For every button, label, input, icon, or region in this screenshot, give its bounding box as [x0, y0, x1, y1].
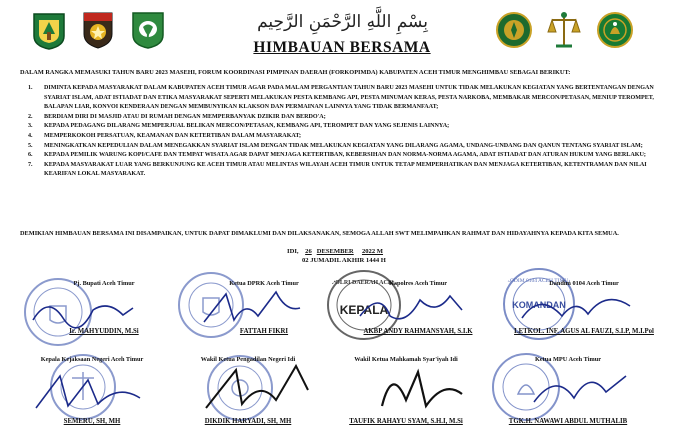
signatory-role: Dandim 0104 Aceh Timur [549, 280, 619, 287]
list-item: 6. KEPADA PEMILIK WARUNG KOPI/CAFE DAN TEMPAT WISATA AGAR DAPAT MENJAGA KETERTIBAN, KEBERSIHAN DAN NORMA-NORMA AGAMA, ADAT ISTIADAT DAN ATURAN HUKUM YANG BERLAKU; [28, 152, 646, 159]
list-item: 5. MENINGKATKAN KEPEDULIAN DALAM MENEGAKKAN SYARIAT ISLAM DENGAN TIDAK MELAKUKAN KEGIATAN YANG DILARANG AGAMA, UNDANG-UNDANG DAN QANUN TENTANG SYARIAT ISLAM; [28, 142, 643, 149]
document-title: HIMBAUAN BERSAMA [253, 39, 431, 56]
signature-scribble-dprk [196, 286, 306, 330]
signature-scribble-bupati [28, 290, 138, 330]
signature-scribble-pn [196, 360, 316, 416]
signatory-role: Pj. Bupati Aceh Timur [73, 280, 135, 287]
signatory-role: Wakil Ketua Mahkamah Syar'iyah Idi [354, 356, 458, 363]
dandim-stamp-ring: KODIM 0104 ACEH TIMUR [505, 278, 573, 284]
kapolres-stamp-label: KEPALA [339, 303, 389, 317]
signatory-name: Ir. MAHYUDDIN, M.Si [69, 328, 139, 335]
date-line-hijri: 02 JUMADIL AKHIR 1444 H [302, 257, 386, 264]
signatory-role: Kepala Kejaksaan Negeri Aceh Timur [40, 356, 144, 363]
signatory-role: Ketua DPRK Aceh Timur [229, 280, 299, 287]
signatory-name: LETKOL. INF. AGUS AL FAUZI, S.I.P, M.I.Pol [514, 328, 654, 335]
appeal-list [22, 84, 667, 180]
signature-scribble-kapolres [350, 286, 470, 330]
dandim-stamp-label: KOMANDAN [512, 300, 566, 310]
signatory-role: Kapolres Aceh Timur [388, 280, 448, 287]
signatory-name: DIKDIK HARYADI, SH, MH [204, 418, 292, 425]
signatory-name: SEMERU, SH, MH [63, 418, 121, 425]
signatory-name: AKBP ANDY RAHMANSYAH, S.I.K [363, 328, 473, 335]
intro-paragraph: DALAM RANGKA MEMASUKI TAHUN BARU 2023 MASEHI, FORUM KOORDINASI PIMPINAN DAERAH (FORKOPIMDA) KABUPATEN ACEH TIMUR MENGHIMBAU SEBAGAI BERIKUT: [20, 69, 571, 76]
signatory-role: Wakil Ketua Pengadilan Negeri Idi [200, 356, 296, 363]
signatory-role: Ketua MPU Aceh Timur [534, 356, 602, 363]
signatory-name: TAUFIK RAHAYU SYAM, S.H.I, M.Si [349, 418, 463, 425]
signatory-name: TGK.H. NAWAWI ABDUL MUTHALIB [508, 418, 628, 425]
list-item: 2. BERDIAM DIRI DI MASJID ATAU DI RUMAH DENGAN MEMPERBANYAK DZIKIR DAN BERDO'A; [28, 113, 326, 120]
list-item: 7. KEPADA MASYARAKAT LUAR YANG BERKUNJUNG KE ACEH TIMUR ATAU MELINTAS WILAYAH ACEH TIMUR UNTUK TETAP MEMPERHATIKAN DAN MENJAGA KETERTIBAN, KETENTRAMAN DAN NILAI KEARIFAN LOKAL MASYARAKAT. [28, 161, 647, 178]
kapolres-stamp-ring: POLRI DAERAH ACEH [331, 280, 397, 286]
signature-scribble-dandim [516, 286, 636, 330]
date-line-gregorian: IDI, 26 DESEMBER 2022 M [287, 248, 384, 255]
signature-scribble-ms [372, 360, 472, 416]
list-item: 4. MEMPERKOKOH PERSATUAN, KEAMANAN DAN KETERTIBAN DALAM MASYARAKAT; [28, 132, 302, 139]
signatory-name: FATTAH FIKRI [239, 328, 289, 335]
list-item: 1. DIMINTA KEPADA MASYARAKAT DALAM KABUPATEN ACEH TIMUR AGAR PADA MALAM PERGANTIAN TAHUN BARU 2023 MASEHI UNTUK TIDAK MELAKUKAN KEGIATAN YANG BERTENTANGAN DENGAN SYARIAT ISLAM, ADAT ISTIADAT DAN ETIKA MASYARAKAT SEPERTI MELAKUKAN PESTA KEMBANG API, PESTA MINUMAN KERAS, PESTA NARKOBA, MEMBAKAR MERCON/PETASAN, MENIUP TEROMPET, BALAPAN LIAR, KONVOI KENDERAAN DENGAN MEMBUNYIKAN KLAKSON DAN PERMAINAN LAINNYA YANG TIDAK BERMANFAAT; [28, 85, 654, 111]
list-item: 3. KEPADA PEDAGANG DILARANG MEMPERJUAL BELIKAN MERCON/PETASAN, KEMBANG API, TEROMPET DAN YANG SEJENIS LAINNYA; [28, 123, 450, 130]
closing-paragraph: DEMIKIAN HIMBAUAN BERSAMA INI DISAMPAIKAN, UNTUK DAPAT DIMAKLUMI DAN DILAKSANAKAN, SEMOGA ALLAH SWT MELIMPAHKAN RAHMAT DAN HIDAYAHNYA KEPADA KITA SEMUA. [20, 230, 619, 237]
signature-scribble-mpu [526, 362, 636, 414]
bismillah-calligraphy: بِسْمِ اللَّهِ الرَّحْمَنِ الرَّحِيم [257, 12, 428, 32]
signature-scribble-kejari [28, 368, 148, 416]
